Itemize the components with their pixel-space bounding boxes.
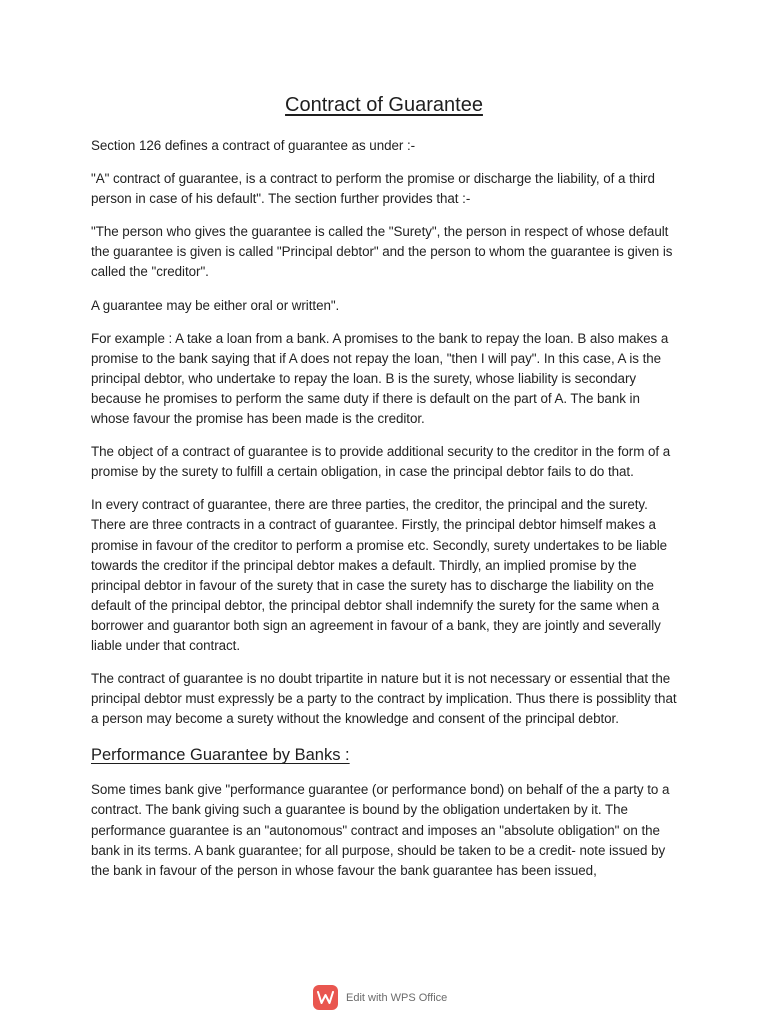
- section-heading: Performance Guarantee by Banks :: [91, 746, 350, 765]
- edit-with-wps-button[interactable]: [313, 985, 447, 1010]
- wps-logo-icon: [313, 985, 338, 1010]
- document-title: Contract of Guarantee: [285, 94, 483, 116]
- paragraph: Some times bank give "performance guarantee (or performance bond) on behalf of the a party to a contract. The bank giving such a guarantee is bound by the obligation undertaken by it. The performance guarantee is an "autonomous" contract and imposes an "absolute obligation" on the bank in its terms. A bank guarantee; for all purpose, should be taken to be a credit- note issued by the bank in favour of the person in whose favour the bank guarantee has been issued,: [91, 782, 670, 878]
- paragraph: Section 126 defines a contract of guarantee as under :-: [91, 138, 416, 153]
- document-body: [91, 136, 681, 894]
- paragraph: The contract of guarantee is no doubt tripartite in nature but it is not necessary or essential that the principal debtor must expressly be a party to the contract by implication. Thus there is possiblity that a person may become a surety without the knowledge and consent of the principal debtor.: [91, 671, 677, 727]
- paragraph: A guarantee may be either oral or written".: [91, 297, 340, 313]
- wps-label: Edit with WPS Office: [346, 991, 448, 1004]
- paragraph: In every contract of guarantee, there are three parties, the creditor, the principal and the surety. There are three contracts in a contract of guarantee. Firstly, the principal debtor himself makes a promise in favour of the creditor to perform a promise etc. Secondly, surety undertakes to be liable towards the creditor if the principal debtor makes a default. Thirdly, an implied promise by the principal debtor in favour of the surety that in case the surety has to discharge the liability on the default of the principal debtor, the principal debtor shall indemnify the surety for the same when a borrower and guarantor both sign an agreement in favour of a bank, they are jointly and severally liable under that contract.: [91, 497, 668, 653]
- paragraph: "A" contract of guarantee, is a contract to perform the promise or discharge the liability, of a third person in case of his default". The section further provides that :-: [91, 171, 655, 207]
- paragraph: "The person who gives the guarantee is called the "Surety", the person in respect of whose default the guarantee is given is called "Principal debtor" and the person to whom the guarantee is given is called the "creditor".: [91, 224, 673, 280]
- paragraph: For example : A take a loan from a bank. A promises to the bank to repay the loan. B also makes a promise to the bank saying that if A does not repay the loan, "then I will pay". In this case, A is the principal debtor, who undertake to repay the loan. B is the surety, whose liability is secondary because he promises to perform the same duty if there is default on the part of A. The bank in whose favour the promise has been made is the creditor.: [91, 330, 669, 427]
- paragraph: The object of a contract of guarantee is to provide additional security to the creditor in the form of a promise by the surety to fulfill a certain obligation, in case the principal debtor fails to do that.: [91, 444, 671, 480]
